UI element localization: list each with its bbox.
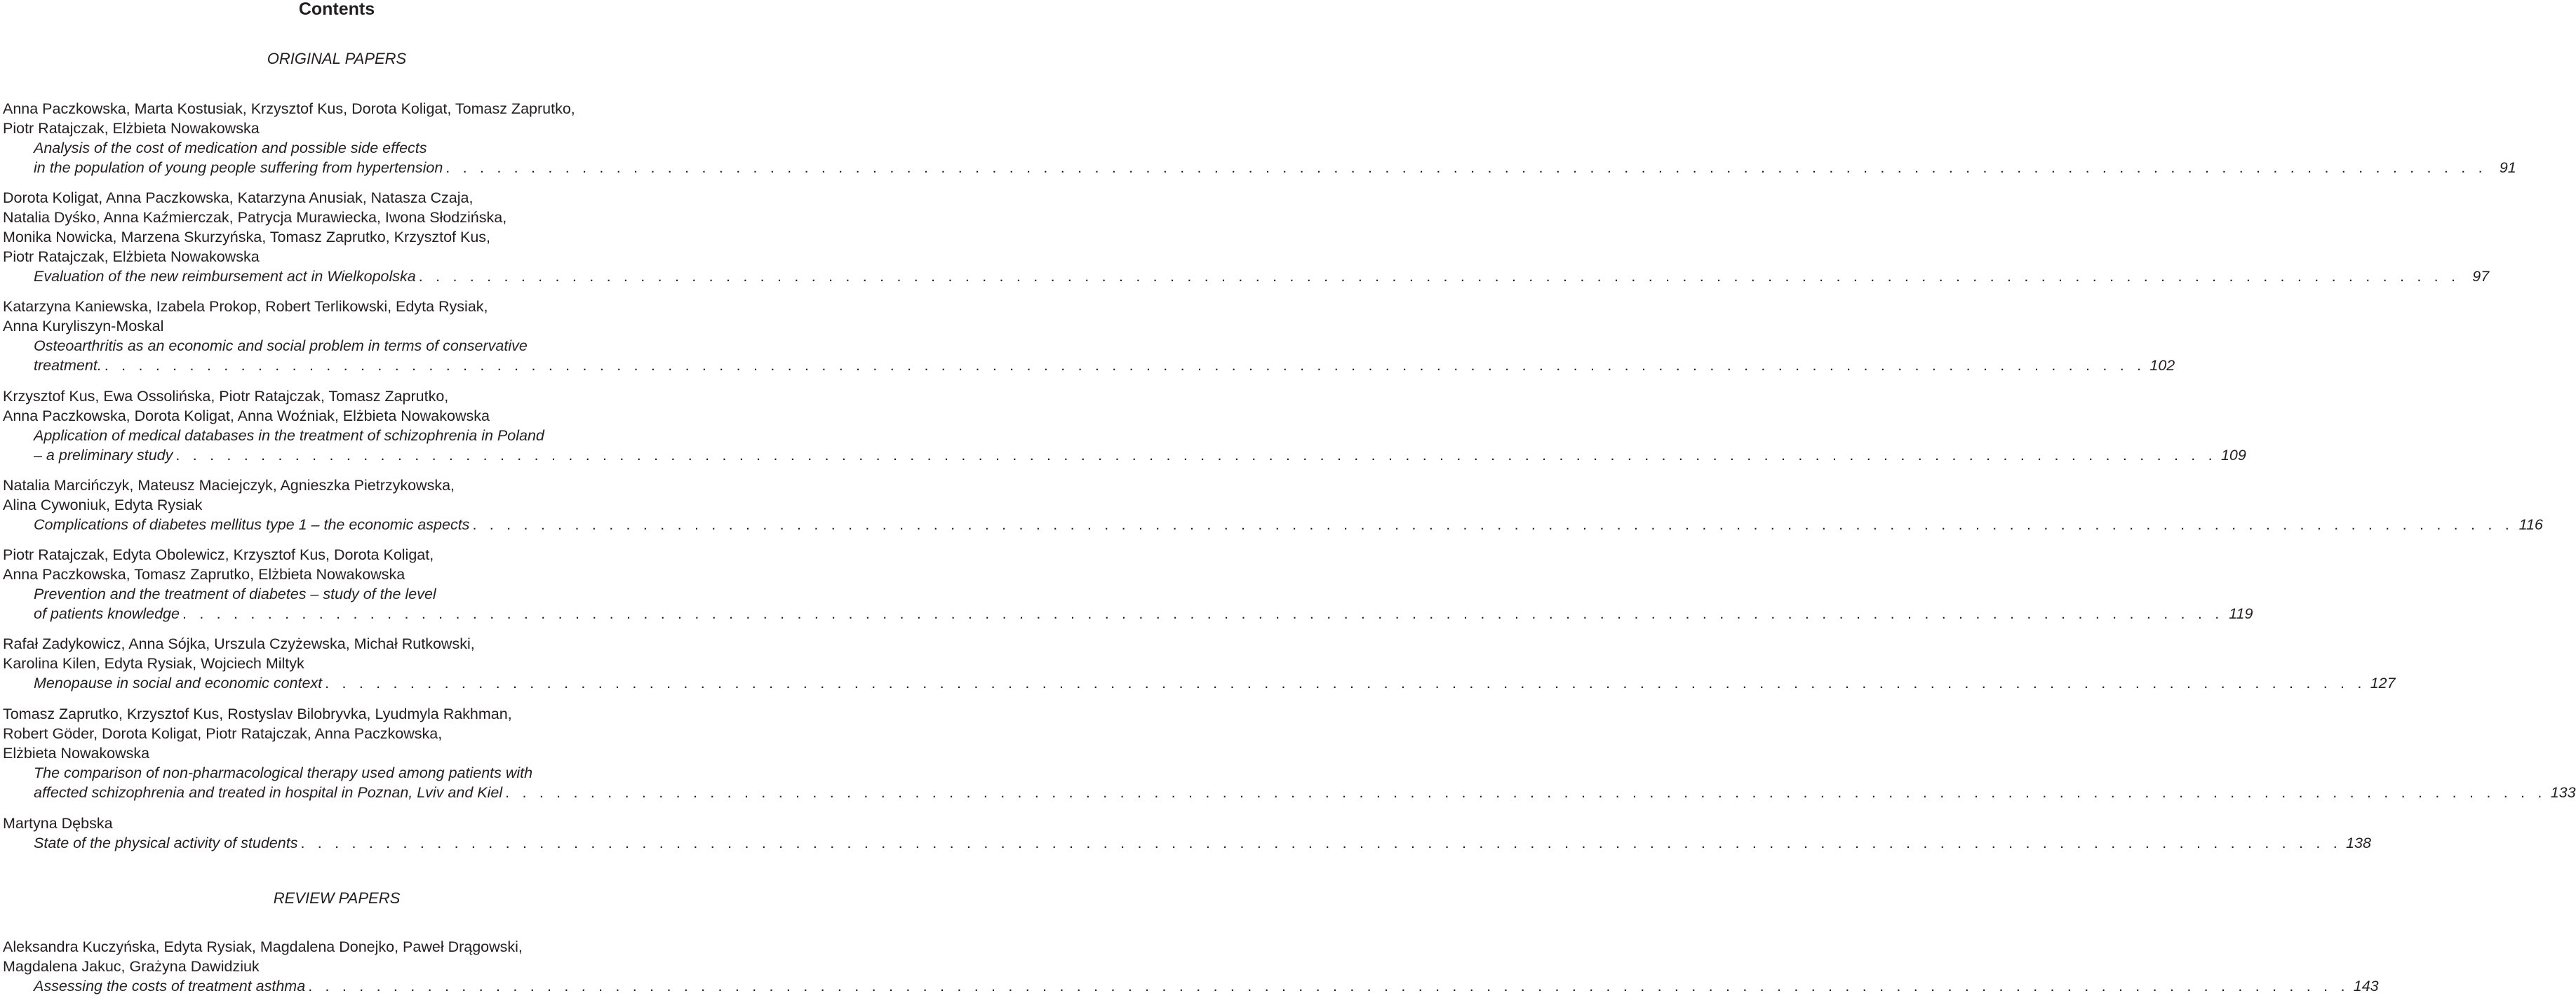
entry-title-row	[3, 783, 2576, 802]
entry-authors: Monika Nowicka, Marzena Skurzyńska, Tomasz Zaprutko, Krzysztof Kus,	[3, 229, 491, 245]
entry-title: Prevention and the treatment of diabetes – study of the level	[34, 586, 436, 602]
toc-entry[interactable]	[3, 476, 2543, 534]
entry-title: Application of medical databases in the treatment of schizophrenia in Poland	[34, 427, 544, 444]
entry-authors: Natalia Dyśko, Anna Kaźmierczak, Patrycja Murawiecka, Iwona Słodzińska,	[3, 209, 507, 226]
page-number: 127	[2370, 675, 2396, 692]
entry-title-row	[3, 356, 2175, 375]
entry-title: Complications of diabetes mellitus type 1 – the economic aspects	[34, 516, 470, 533]
entry-title-row	[3, 604, 2253, 623]
entry-authors: Rafał Zadykowicz, Anna Sójka, Urszula Czyżewska, Michał Rutkowski,	[3, 635, 475, 652]
entry-title-row	[3, 976, 2379, 996]
page-number: 116	[2518, 516, 2543, 533]
page-number: 143	[2353, 978, 2379, 994]
entry-title: – a preliminary study	[34, 447, 173, 464]
entry-title: Evaluation of the new reimbursement act in Wielkopolska	[34, 268, 416, 285]
page-number: 109	[2220, 447, 2246, 464]
entry-authors: Alina Cywoniuk, Edyta Rysiak	[3, 497, 203, 513]
page-number: 119	[2229, 605, 2253, 622]
toc-entry[interactable]	[3, 386, 2246, 465]
entry-authors: Anna Paczkowska, Marta Kostusiak, Krzysztof Kus, Dorota Koligat, Tomasz Zaprutko,	[3, 100, 575, 117]
entry-authors: Dorota Koligat, Anna Paczkowska, Katarzyna Anusiak, Natasza Czaja,	[3, 189, 474, 206]
entry-title: Assessing the costs of treatment asthma	[34, 978, 306, 994]
page-number: 102	[2149, 357, 2175, 374]
page-number: 138	[2346, 835, 2371, 851]
page-number: 97	[2472, 268, 2490, 285]
entry-authors: Anna Kuryliszyn-Moskal	[3, 318, 164, 335]
toc-entry[interactable]	[3, 704, 2576, 802]
entry-authors: Piotr Ratajczak, Elżbieta Nowakowska	[3, 120, 260, 137]
entry-authors: Elżbieta Nowakowska	[3, 745, 150, 762]
entry-title: Menopause in social and economic context	[34, 675, 323, 692]
toc-entry[interactable]	[3, 814, 2371, 853]
entry-authors: Martyna Dębska	[3, 815, 113, 832]
toc-entry[interactable]	[3, 634, 2396, 693]
entry-authors: Krzysztof Kus, Ewa Ossolińska, Piotr Ratajczak, Tomasz Zaprutko,	[3, 388, 449, 405]
toc-entry[interactable]	[3, 545, 2253, 623]
entry-title-row	[3, 445, 2246, 465]
entry-title: affected schizophrenia and treated in hospital in Poznan, Lviv and Kiel	[34, 784, 503, 801]
entry-title-row	[3, 267, 2490, 286]
entry-authors: Aleksandra Kuczyńska, Edyta Rysiak, Magdalena Donejko, Paweł Drągowski,	[3, 938, 523, 955]
dot-leader: . . . . . . . . . . . . . . . . . . . . . . . . . . . . . . . . . . . . . . . . . . . . . . . . . . . . . . . . . . . . . . . . . . . . . . . . . . . . . . . . . . . . . . . . . . . . . . . . . . . . . . . . . . . . . . . . . . . . . . . .	[445, 159, 2487, 176]
dot-leader: . . . . . . . . . . . . . . . . . . . . . . . . . . . . . . . . . . . . . . . . . . . . . . . . . . . . . . . . . . . . . . . . . . . . . . . . . . . . . . . . . . . . . . . . . . . . . . . . . . . . . . . . . . . . . . . . . . . . . . . .	[325, 675, 2366, 692]
entry-authors: Katarzyna Kaniewska, Izabela Prokop, Robert Terlikowski, Edyta Rysiak,	[3, 298, 488, 315]
entry-authors: Piotr Ratajczak, Edyta Obolewicz, Krzysztof Kus, Dorota Koligat,	[3, 546, 434, 563]
entry-title: in the population of young people suffering from hypertension	[34, 159, 443, 176]
dot-leader: . . . . . . . . . . . . . . . . . . . . . . . . . . . . . . . . . . . . . . . . . . . . . . . . . . . . . . . . . . . . . . . . . . . . . . . . . . . . . . . . . . . . . . . . . . . . . . . . . . . . . . . . . . . . . . . . . . . . . . . .	[308, 978, 2349, 994]
entry-title-row	[3, 833, 2371, 853]
toc-entry[interactable]	[3, 297, 2175, 375]
entry-authors: Piotr Ratajczak, Elżbieta Nowakowska	[3, 248, 260, 265]
entry-title: Osteoarthritis as an economic and social problem in terms of conservative	[34, 337, 528, 354]
entry-authors: Karolina Kilen, Edyta Rysiak, Wojciech Miltyk	[3, 655, 304, 672]
dot-leader: . . . . . . . . . . . . . . . . . . . . . . . . . . . . . . . . . . . . . . . . . . . . . . . . . . . . . . . . . . . . . . . . . . . . . . . . . . . . . . . . . . . . . . . . . . . . . . . . . . . . . . . . . . . . . . . . . . . . . . . .	[104, 357, 2146, 374]
entry-authors: Anna Paczkowska, Tomasz Zaprutko, Elżbieta Nowakowska	[3, 566, 405, 583]
dot-leader: . . . . . . . . . . . . . . . . . . . . . . . . . . . . . . . . . . . . . . . . . . . . . . . . . . . . . . . . . . . . . . . . . . . . . . . . . . . . . . . . . . . . . . . . . . . . . . . . . . . . . . . . . . . . . . . . . . . . . . . .	[300, 835, 2342, 851]
entry-title-row	[3, 158, 2516, 177]
toc-entry[interactable]	[3, 99, 2516, 177]
toc-entry[interactable]	[3, 188, 2490, 286]
entry-title: treatment.	[34, 357, 102, 374]
page-number: 133	[2550, 784, 2576, 801]
entry-title-row	[3, 515, 2543, 534]
entry-title: Analysis of the cost of medication and possible side effects	[34, 140, 427, 156]
dot-leader: . . . . . . . . . . . . . . . . . . . . . . . . . . . . . . . . . . . . . . . . . . . . . . . . . . . . . . . . . . . . . . . . . . . . . . . . . . . . . . . . . . . . . . . . . . . . . . . . . . . . . . . . . . . . . . . . . . . . . . . .	[418, 268, 2460, 285]
dot-leader: . . . . . . . . . . . . . . . . . . . . . . . . . . . . . . . . . . . . . . . . . . . . . . . . . . . . . . . . . . . . . . . . . . . . . . . . . . . . . . . . . . . . . . . . . . . . . . . . . . . . . . . . . . . . . . . . . . . . . . . .	[182, 605, 2224, 622]
entry-authors: Robert Göder, Dorota Koligat, Piotr Ratajczak, Anna Paczkowska,	[3, 725, 443, 742]
dot-leader: . . . . . . . . . . . . . . . . . . . . . . . . . . . . . . . . . . . . . . . . . . . . . . . . . . . . . . . . . . . . . . . . . . . . . . . . . . . . . . . . . . . . . . . . . . . . . . . . . . . . . . . . . . . . . . . . . . . . . . . .	[175, 447, 2217, 464]
entry-authors: Tomasz Zaprutko, Krzysztof Kus, Rostyslav Bilobryvka, Lyudmyla Rakhman,	[3, 706, 512, 722]
section-heading: REVIEW PAPERS	[273, 889, 401, 907]
section-heading: ORIGINAL PAPERS	[267, 50, 407, 67]
entry-authors: Magdalena Jakuc, Grażyna Dawidziuk	[3, 958, 260, 975]
toc-entry[interactable]	[3, 937, 2379, 996]
entry-title: of patients knowledge	[34, 605, 180, 622]
entry-title: The comparison of non-pharmacological therapy used among patients with	[34, 764, 533, 781]
page-number: 91	[2499, 159, 2516, 176]
page-title: Contents	[298, 0, 375, 19]
dot-leader: . . . . . . . . . . . . . . . . . . . . . . . . . . . . . . . . . . . . . . . . . . . . . . . . . . . . . . . . . . . . . . . . . . . . . . . . . . . . . . . . . . . . . . . . . . . . . . . . . . . . . . . . . . . . . . . . . . . . . . . .	[472, 516, 2514, 533]
entry-title-row	[3, 673, 2396, 693]
entry-authors: Natalia Marcińczyk, Mateusz Maciejczyk, Agnieszka Pietrzykowska,	[3, 477, 455, 494]
dot-leader: . . . . . . . . . . . . . . . . . . . . . . . . . . . . . . . . . . . . . . . . . . . . . . . . . . . . . . . . . . . . . . . . . . . . . . . . . . . . . . . . . . . . . . . . . . . . . . . . . . . . . . . . . . . . . . . . . . . . . . . .	[505, 784, 2547, 801]
entry-authors: Anna Paczkowska, Dorota Koligat, Anna Woźniak, Elżbieta Nowakowska	[3, 407, 490, 424]
entry-title: State of the physical activity of students	[34, 835, 298, 851]
